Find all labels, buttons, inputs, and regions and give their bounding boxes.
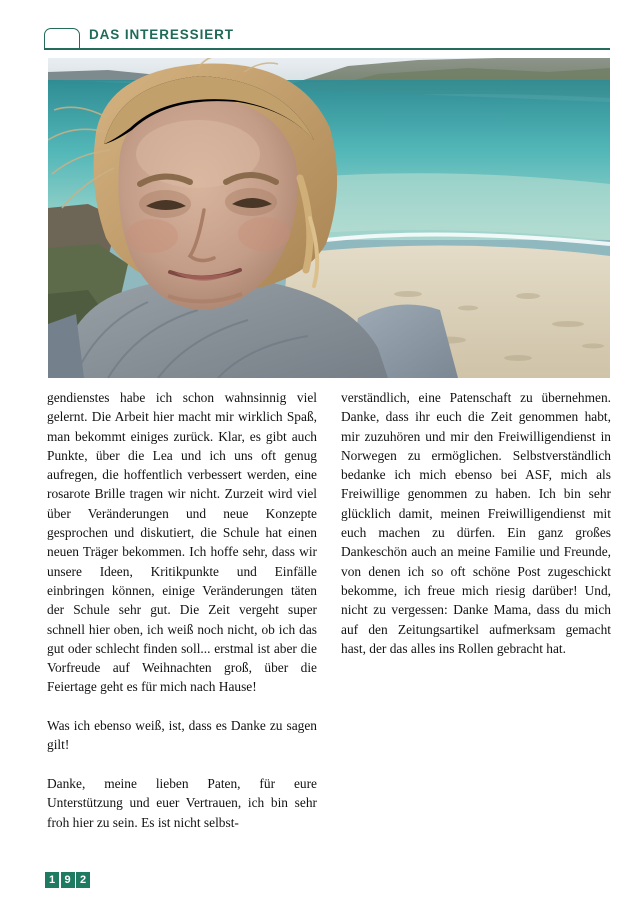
article-photo: [48, 58, 610, 378]
header-rule: [44, 48, 610, 50]
left-column: [47, 388, 317, 832]
paragraph: Was ich ebenso weiß, ist, dass es Danke zu sagen gilt!: [47, 718, 317, 753]
beach-portrait-illustration: [48, 58, 610, 378]
paragraph: Danke, meine lieben Paten, für eure Unterstützung und euer Vertrauen, ich bin sehr froh hier zu sein. Es ist nicht selbst-: [47, 775, 317, 830]
paragraph: gendienstes habe ich schon wahnsinnig viel gelernt. Die Arbeit hier macht mir wirklich Spaß, man bekommt einiges zurück. Klar, es gibt auch Punkte, über die Lea und ich uns oft genug aufregen, die hoffentlich verbessert werden, eine rosarote Brille tragen wir nicht. Zurzeit wird viel über Veränderungen und neue Konzepte gesprochen und diskutiert, die Schule hat einen neuen Träger bekommen. Ich hoffe sehr, dass wir unsere Ideen, Kritikpunkte und Einfälle einbringen können, einige Veränderungen täten der Schule sehr gut. Die Zeit vergeht super schnell hier oben, ich weiß noch nicht, ob ich das gut oder schlecht finden soll... erstmal ist aber die Vorfreude auf Weihnachten groß, über die Feiertage geht es für mich nach Hause!: [47, 390, 317, 695]
page-number-digit: 1: [45, 872, 59, 888]
paragraph: verständlich, eine Patenschaft zu übernehmen. Danke, dass ihr euch die Zeit genommen habt, mir zuzuhören und mir den Freiwilligendienst in Norwegen zu ermöglichen. Selbstverständlich bedanke ich mich ebenso bei ASF, mich als Freiwillige genommen zu haben. Ich bin sehr glücklich damit, meinen Freiwilligendienst mit euch machen zu dürfen. Ein ganz großes Dankeschön auch an meine Familie und Freunde, von denen ich so oft schöne Post zugeschickt bekomme, ich freue mich riesig darüber! Und, nicht zu vergessen: Danke Mama, dass du mich auf den Zeitungsartikel aufmerksam gemacht hast, der das alles ins Rollen gebracht hat.: [341, 390, 611, 656]
article-body: [47, 388, 611, 858]
right-column: [341, 388, 611, 658]
page-number: [45, 872, 90, 888]
page-number-digit: 9: [61, 872, 75, 888]
page-number-digit: 2: [76, 872, 90, 888]
section-header: [44, 27, 610, 55]
page-title: DAS INTERESSIERT: [89, 27, 234, 42]
rounded-corner-bracket-icon: [44, 28, 80, 49]
